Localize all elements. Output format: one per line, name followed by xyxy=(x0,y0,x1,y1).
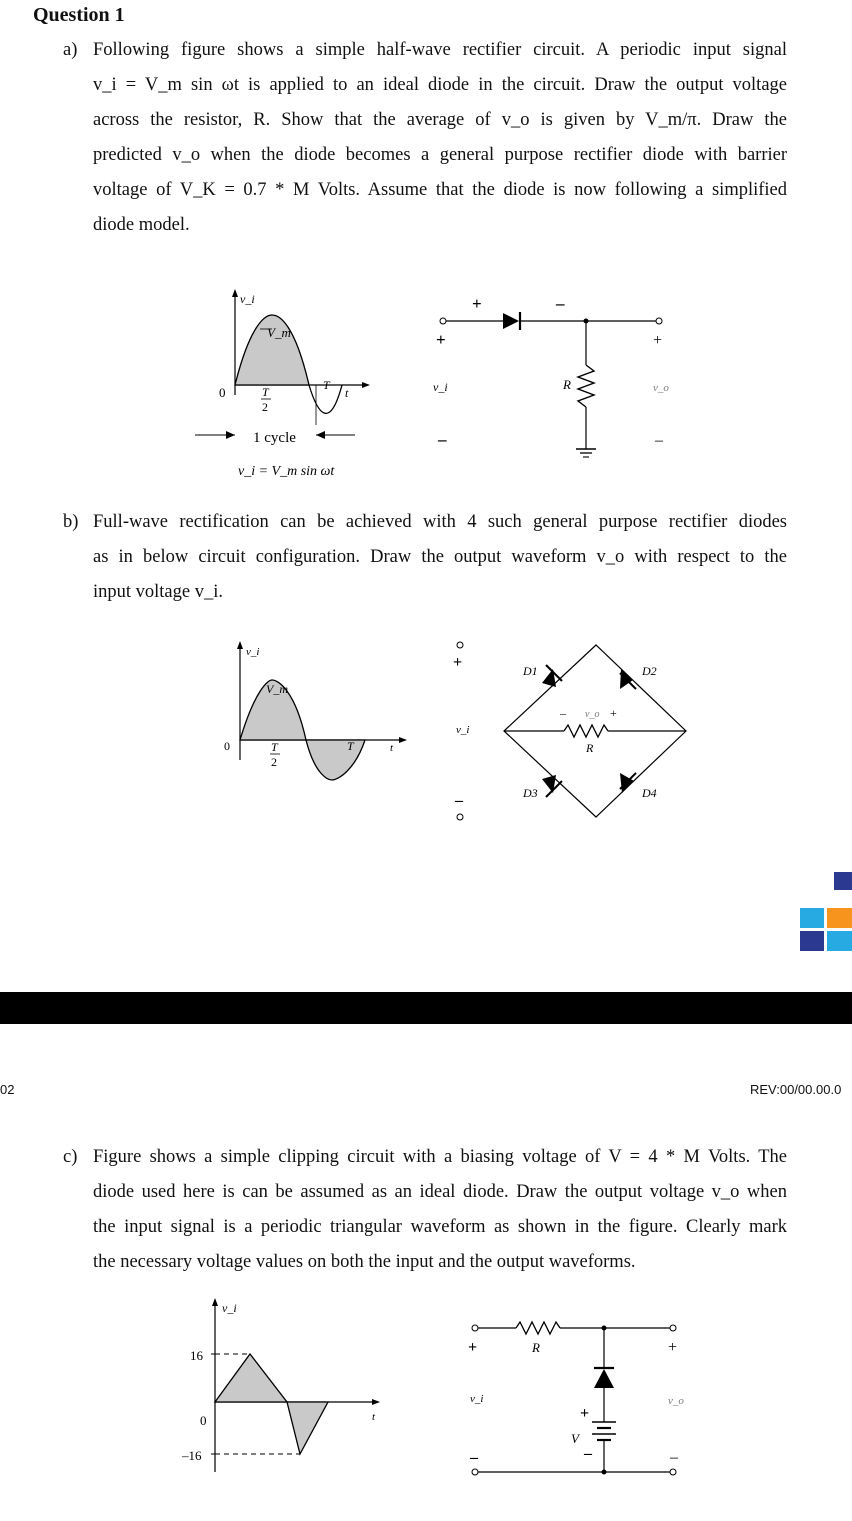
fig-a-t: t xyxy=(345,386,349,400)
part-c-line-1: Figure shows a simple clipping circuit with a biasing voltage of V = 4 * M Volts. The xyxy=(93,1147,787,1167)
fig-b-halfT-den: 2 xyxy=(271,755,277,769)
fig-b-minus-in: – xyxy=(455,792,463,809)
fig-a-plus-in: + xyxy=(436,330,446,349)
page-number: 02 xyxy=(0,1082,15,1097)
part-a-label: a) xyxy=(63,40,78,60)
part-a-line-6: diode model. xyxy=(93,215,190,235)
fig-a-halfT-den: 2 xyxy=(262,400,268,414)
fig-b-R: R xyxy=(586,741,594,755)
clipper-resistor xyxy=(516,1322,560,1334)
fig-b-T: T xyxy=(347,739,354,753)
part-a-line-5: voltage of V_K = 0.7 * M Volts. Assume that the diode is now following a simplified xyxy=(93,180,787,200)
fig-c-minus-out: – xyxy=(670,1449,678,1466)
question-title: Question 1 xyxy=(33,4,125,26)
fig-a-halfT-num: T xyxy=(262,385,269,399)
part-a-line-1: Following figure shows a simple half-wave rectifier circuit. A periodic input signal xyxy=(93,40,787,60)
half-wave-circuit xyxy=(433,294,669,457)
part-c-line-3: the input signal is a periodic triangular waveform as shown in the figure. Clearly mark xyxy=(93,1217,787,1237)
part-b-label: b) xyxy=(63,512,79,532)
fig-b-d3: D3 xyxy=(523,786,538,800)
fig-b-plus-vo: + xyxy=(610,706,617,720)
fig-a-cycle: 1 cycle xyxy=(253,430,296,446)
fig-a-vo: v_o xyxy=(653,382,669,394)
fig-a-plus-top: + xyxy=(472,294,482,313)
part-a-line-3: across the resistor, R. Show that the average of v_o is given by V_m/π. Draw the xyxy=(93,110,787,130)
part-b-text xyxy=(63,505,787,610)
figure-b xyxy=(210,635,690,825)
part-c-label: c) xyxy=(63,1147,78,1167)
bridge-resistor xyxy=(564,725,608,737)
fig-b-vi: v_i xyxy=(456,724,470,736)
fig-c-plus-in: + xyxy=(468,1339,478,1356)
fig-a-minus-in: – xyxy=(438,430,447,449)
fig-c-neg16: –16 xyxy=(182,1448,202,1463)
page-separator-bar xyxy=(0,992,852,1024)
part-c-line-2: diode used here is can be assumed as an ideal diode. Draw the output voltage v_o when xyxy=(93,1182,787,1202)
fig-c-vi-axis: v_i xyxy=(222,1301,237,1315)
fig-a-vi-axis: v_i xyxy=(240,292,255,306)
figure-c xyxy=(170,1292,700,1492)
part-b-line-3: input voltage v_i. xyxy=(93,582,223,602)
fig-a-T: T xyxy=(323,378,330,392)
fig-b-minus-vo: – xyxy=(560,706,566,720)
half-wave-input-plot xyxy=(195,289,370,479)
fig-b-vo: v_o xyxy=(585,709,600,720)
clipper-diode xyxy=(594,1369,614,1388)
fig-c-R: R xyxy=(532,1340,540,1355)
logo-square-orange xyxy=(827,908,852,928)
fig-a-minus-out: – xyxy=(655,432,663,449)
fig-b-t: t xyxy=(390,742,394,754)
resistor-symbol xyxy=(578,365,594,407)
fig-c-16: 16 xyxy=(190,1348,203,1363)
part-b-line-2: as in below circuit configuration. Draw the output waveform v_o with respect to the xyxy=(93,547,787,567)
part-b-line-1: Full-wave rectification can be achieved with 4 such general purpose rectifier diodes xyxy=(93,512,787,532)
part-c-line-4: the necessary voltage values on both the input and the output waveforms. xyxy=(93,1252,636,1272)
diode-symbol xyxy=(503,313,519,329)
part-a-line-2: v_i = V_m sin ωt is applied to an ideal diode in the circuit. Draw the output voltage xyxy=(93,75,787,95)
bridge-circuit xyxy=(453,642,686,820)
fig-a-equation: v_i = V_m sin ωt xyxy=(238,464,335,479)
clipper-circuit xyxy=(468,1322,684,1475)
fig-a-R: R xyxy=(563,377,571,392)
fig-c-V: V xyxy=(571,1431,579,1446)
fig-c-plus-out: + xyxy=(668,1339,678,1356)
fig-b-plus-in: + xyxy=(453,654,463,671)
figure-a xyxy=(190,285,680,485)
fig-c-zero: 0 xyxy=(200,1413,207,1428)
logo-square-cyan xyxy=(800,908,824,928)
fig-b-d1: D1 xyxy=(523,664,538,678)
logo-square-blue-top xyxy=(834,872,852,890)
revision-label: REV:00/00.00.0 xyxy=(750,1082,842,1097)
fig-c-vi: v_i xyxy=(470,1393,484,1405)
fig-b-vm: V_m xyxy=(266,682,288,696)
fig-a-minus-top: – xyxy=(556,294,565,313)
logo-square-blue xyxy=(800,931,824,951)
fig-a-vm: V_m xyxy=(267,325,291,340)
part-a-text xyxy=(63,33,787,243)
full-wave-input-plot xyxy=(224,641,407,780)
fig-c-t: t xyxy=(372,1411,376,1423)
part-c-text xyxy=(63,1140,787,1280)
fig-b-vi-axis: v_i xyxy=(246,646,260,658)
fig-c-minus-bat: – xyxy=(584,1445,592,1462)
fig-c-minus-in: – xyxy=(470,1449,478,1466)
fig-c-plus-bat: + xyxy=(580,1405,590,1422)
fig-b-zero: 0 xyxy=(224,739,230,753)
fig-a-vi: v_i xyxy=(433,380,448,394)
fig-b-d2: D2 xyxy=(642,664,657,678)
part-a-line-4: predicted v_o when the diode becomes a general purpose rectifier diode with barrier xyxy=(93,145,787,165)
fig-a-plus-out: + xyxy=(653,332,663,349)
fig-b-d4: D4 xyxy=(642,786,657,800)
fig-b-halfT-num: T xyxy=(271,740,278,754)
fig-c-vo: v_o xyxy=(668,1395,684,1407)
triangular-input-plot xyxy=(181,1298,380,1472)
fig-a-zero: 0 xyxy=(219,385,226,400)
logo-square-cyan-2 xyxy=(827,931,852,951)
